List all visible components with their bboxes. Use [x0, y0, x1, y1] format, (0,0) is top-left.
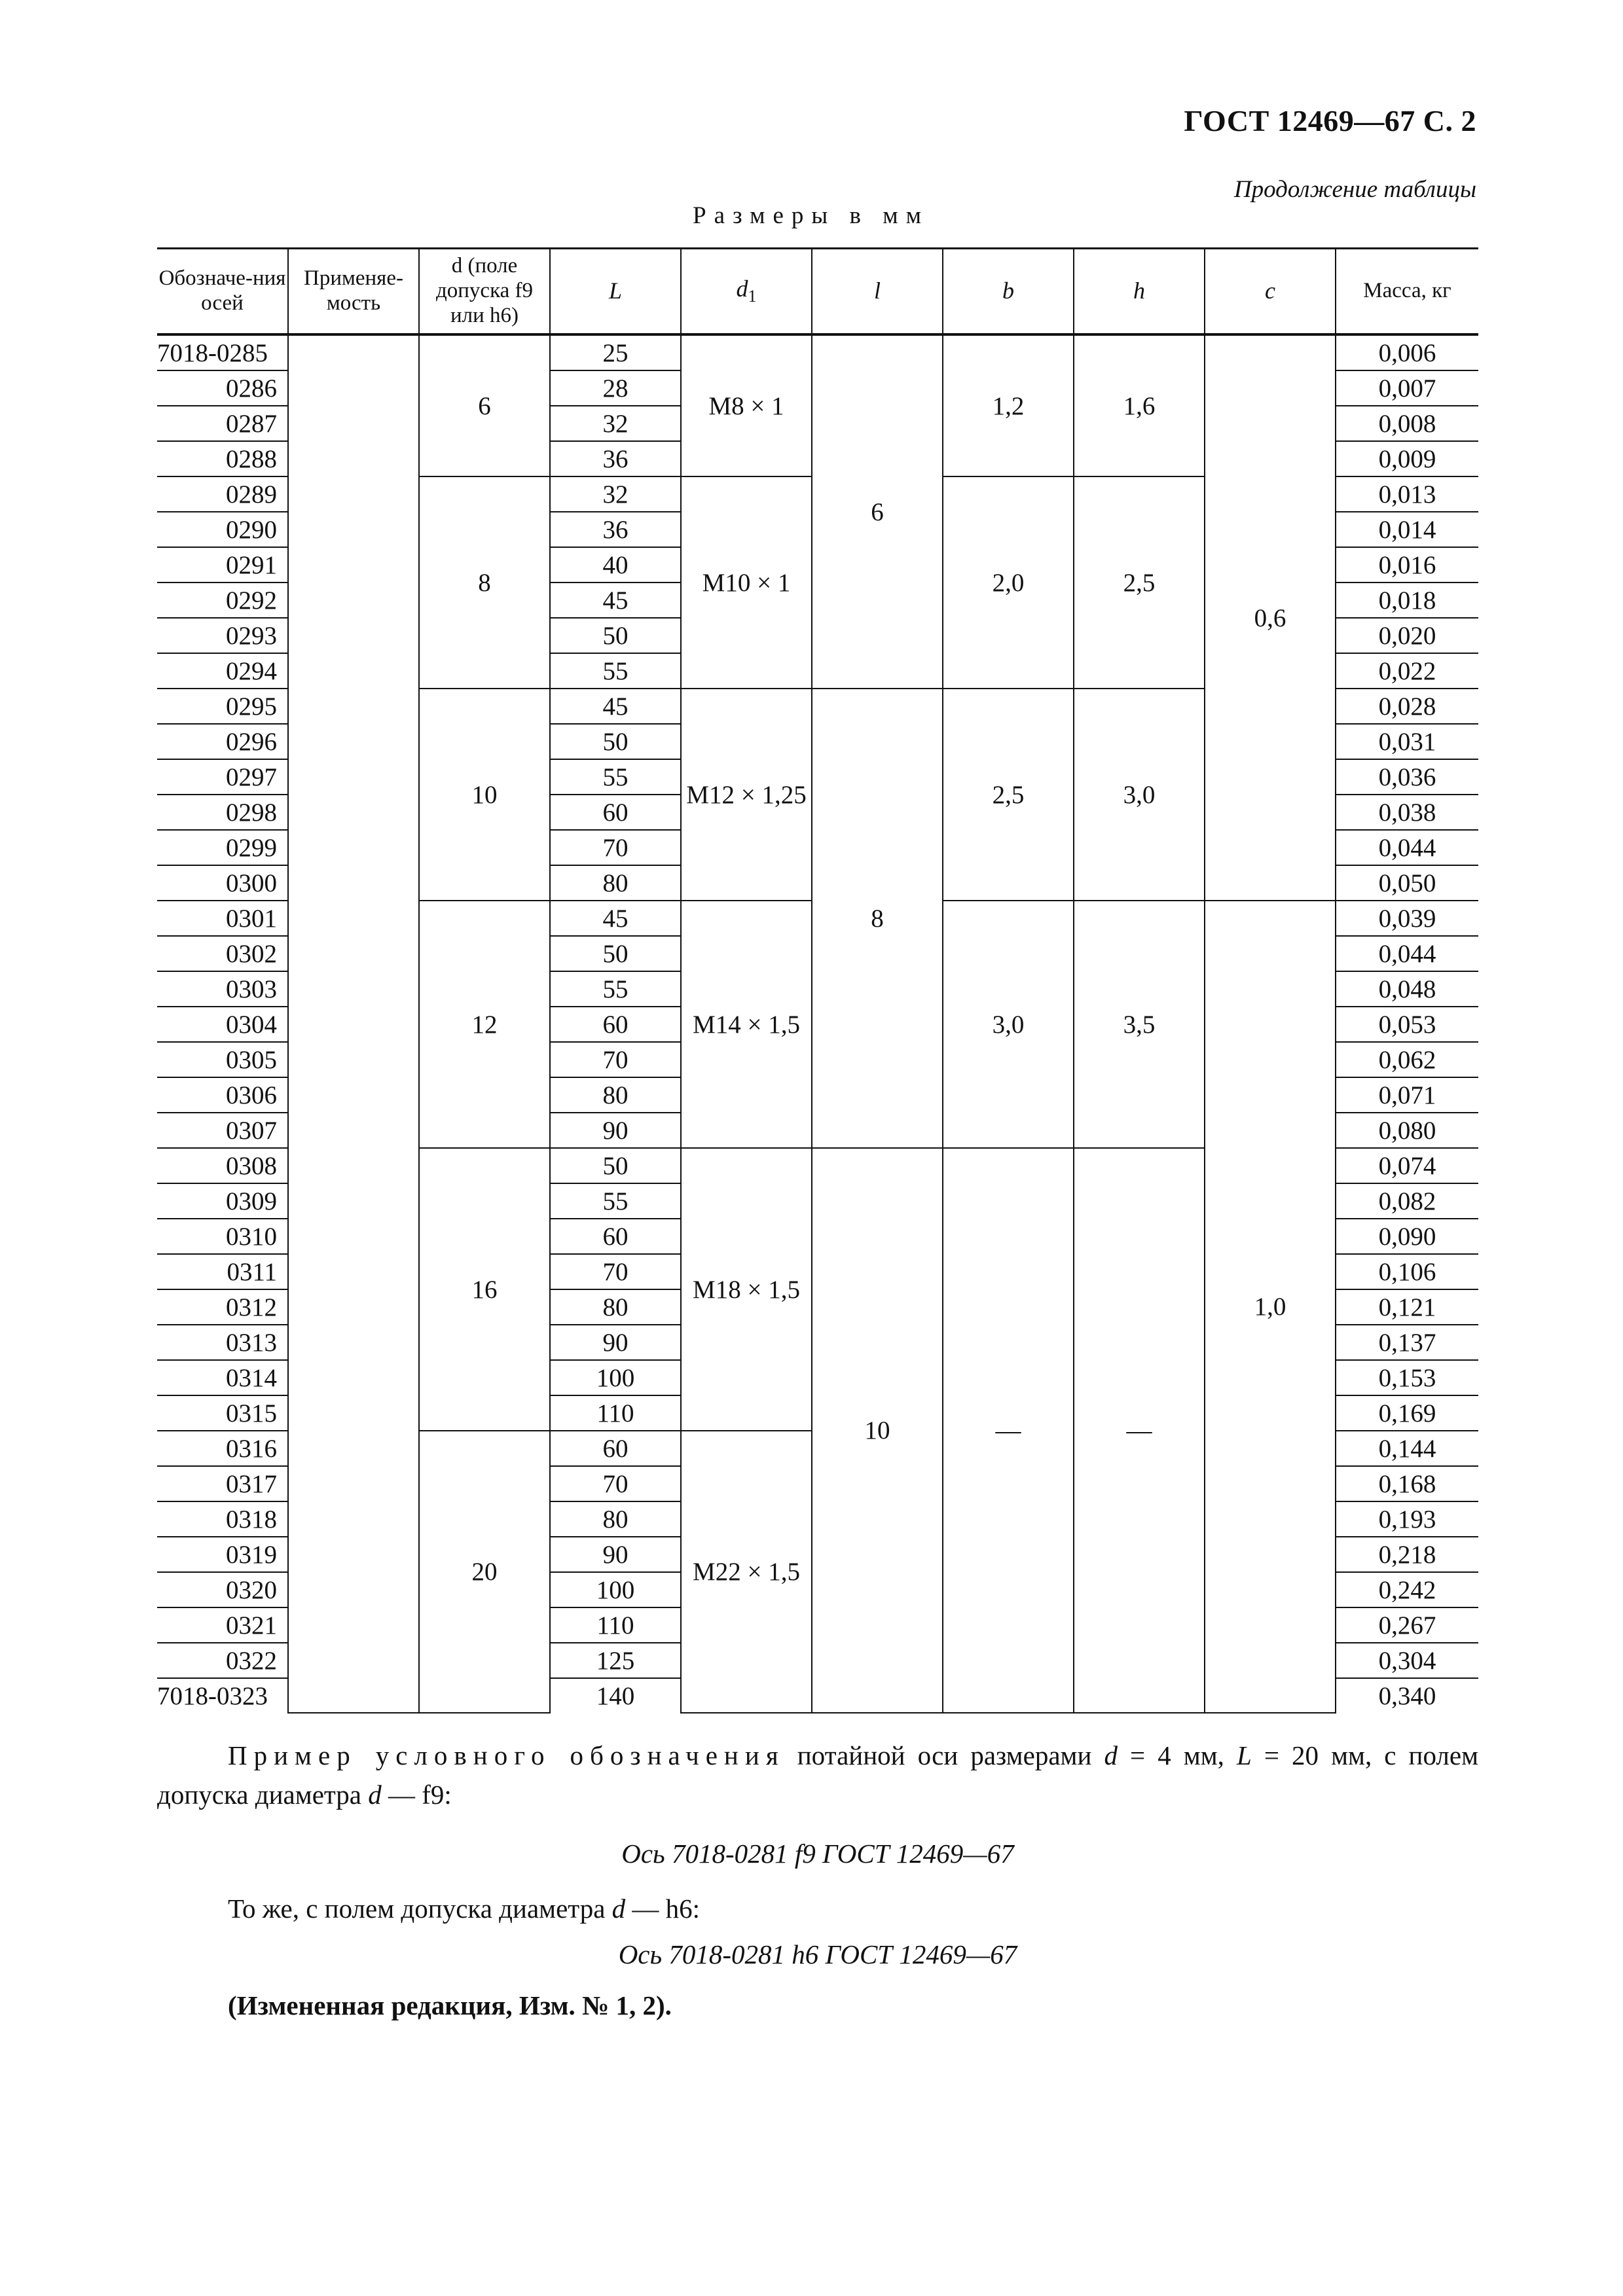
cell-mass: 0,144: [1336, 1431, 1478, 1466]
header-h: h: [1074, 249, 1205, 335]
cell-mass: 0,031: [1336, 724, 1478, 759]
cell-code: 0301: [157, 901, 288, 936]
header-c: c: [1205, 249, 1336, 335]
cell-mass: 0,193: [1336, 1501, 1478, 1537]
cell-code: 0307: [157, 1113, 288, 1148]
cell-L: 45: [550, 901, 681, 936]
cell-mass: 0,018: [1336, 583, 1478, 618]
cell-L: 32: [550, 406, 681, 441]
example-var-d2: d: [368, 1780, 382, 1810]
header-L: L: [550, 249, 681, 335]
header-usage: Применяе-мость: [288, 249, 419, 335]
cell-code: 0296: [157, 724, 288, 759]
cell-L: 70: [550, 830, 681, 865]
header-d1-base: d: [736, 276, 748, 302]
cell-d: 10: [419, 689, 550, 901]
cell-code: 0311: [157, 1254, 288, 1289]
revision-note: (Измененная редакция, Изм. № 1, 2).: [228, 1990, 672, 2020]
cell-code: 0321: [157, 1607, 288, 1643]
cell-mass: 0,169: [1336, 1395, 1478, 1431]
cell-mass: 0,053: [1336, 1007, 1478, 1042]
cell-L: 80: [550, 1501, 681, 1537]
same-paragraph: [228, 1893, 700, 1924]
cell-d1: M8 × 1: [681, 334, 812, 476]
cell-d1: M10 × 1: [681, 476, 812, 689]
cell-code: 0308: [157, 1148, 288, 1183]
cell-mass: 0,014: [1336, 512, 1478, 547]
cell-mass: 0,008: [1336, 406, 1478, 441]
cell-d1: M18 × 1,5: [681, 1148, 812, 1431]
table-row: [157, 334, 1478, 370]
cell-L: 50: [550, 724, 681, 759]
cell-L: 100: [550, 1572, 681, 1607]
dimensions-table: [157, 247, 1478, 1713]
cell-code: 0320: [157, 1572, 288, 1607]
cell-code: 0322: [157, 1643, 288, 1678]
cell-L: 110: [550, 1395, 681, 1431]
cell-L: 140: [550, 1678, 681, 1713]
cell-code: 0312: [157, 1289, 288, 1325]
cell-code: 0298: [157, 795, 288, 830]
cell-mass: 0,304: [1336, 1643, 1478, 1678]
cell-b: 2,5: [943, 689, 1074, 901]
cell-L: 36: [550, 512, 681, 547]
cell-mass: 0,137: [1336, 1325, 1478, 1360]
cell-code: 0299: [157, 830, 288, 865]
cell-code: 0286: [157, 370, 288, 406]
cell-mass: 0,080: [1336, 1113, 1478, 1148]
cell-mass: 0,048: [1336, 971, 1478, 1007]
cell-l: 10: [812, 1148, 943, 1713]
header-mass: Масса, кг: [1336, 249, 1478, 335]
cell-L: 25: [550, 334, 681, 370]
cell-l: 6: [812, 334, 943, 689]
cell-mass: 0,009: [1336, 441, 1478, 476]
cell-L: 40: [550, 547, 681, 583]
cell-L: 90: [550, 1537, 681, 1572]
cell-c: 1,0: [1205, 901, 1336, 1713]
cell-L: 55: [550, 759, 681, 795]
cell-L: 60: [550, 795, 681, 830]
cell-usage: [288, 334, 419, 1713]
cell-code: 0293: [157, 618, 288, 653]
cell-L: 125: [550, 1643, 681, 1678]
header-l: l: [812, 249, 943, 335]
cell-d: 6: [419, 334, 550, 476]
cell-mass: 0,242: [1336, 1572, 1478, 1607]
cell-L: 36: [550, 441, 681, 476]
cell-L: 90: [550, 1325, 681, 1360]
cell-mass: 0,071: [1336, 1077, 1478, 1113]
cell-L: 50: [550, 936, 681, 971]
cell-mass: 0,038: [1336, 795, 1478, 830]
cell-code: 0294: [157, 653, 288, 689]
cell-L: 70: [550, 1466, 681, 1501]
cell-d1: M14 × 1,5: [681, 901, 812, 1148]
cell-code: 0292: [157, 583, 288, 618]
cell-code: 0290: [157, 512, 288, 547]
cell-mass: 0,044: [1336, 936, 1478, 971]
cell-mass: 0,050: [1336, 865, 1478, 901]
example-text-2: = 4 мм,: [1117, 1740, 1237, 1770]
header-code: Обозначе-ния осей: [157, 249, 288, 335]
cell-mass: 0,218: [1336, 1537, 1478, 1572]
cell-h: 2,5: [1074, 476, 1205, 689]
cell-mass: 0,007: [1336, 370, 1478, 406]
cell-mass: 0,082: [1336, 1183, 1478, 1219]
cell-mass: 0,340: [1336, 1678, 1478, 1713]
same-prefix: То же, с полем допуска диаметра: [228, 1893, 612, 1924]
cell-h: 3,5: [1074, 901, 1205, 1148]
cell-L: 55: [550, 653, 681, 689]
cell-mass: 0,062: [1336, 1042, 1478, 1077]
cell-mass: 0,006: [1336, 334, 1478, 370]
designation-f9: Ось 7018-0281 f9 ГОСТ 12469—67: [621, 1839, 1014, 1869]
cell-L: 90: [550, 1113, 681, 1148]
cell-d: 16: [419, 1148, 550, 1431]
cell-mass: 0,121: [1336, 1289, 1478, 1325]
example-text-4: — f9:: [381, 1780, 452, 1810]
cell-mass: 0,267: [1336, 1607, 1478, 1643]
cell-L: 50: [550, 618, 681, 653]
cell-L: 50: [550, 1148, 681, 1183]
cell-code: 0305: [157, 1042, 288, 1077]
cell-L: 32: [550, 476, 681, 512]
cell-L: 45: [550, 583, 681, 618]
cell-mass: 0,074: [1336, 1148, 1478, 1183]
example-text-1: потайной оси размерами: [784, 1740, 1104, 1770]
cell-mass: 0,039: [1336, 901, 1478, 936]
header-d1: [681, 249, 812, 335]
cell-d: 8: [419, 476, 550, 689]
cell-mass: 0,036: [1336, 759, 1478, 795]
cell-b: 3,0: [943, 901, 1074, 1148]
example-paragraph: [157, 1736, 1478, 1814]
same-var-d: d: [611, 1893, 626, 1924]
same-suffix: — h6:: [625, 1893, 701, 1924]
cell-mass: 0,090: [1336, 1219, 1478, 1254]
cell-code: 0316: [157, 1431, 288, 1466]
cell-code: 7018-0323: [157, 1678, 288, 1713]
cell-l: 8: [812, 689, 943, 1148]
page-header: ГОСТ 12469—67 С. 2: [1184, 104, 1476, 137]
cell-code: 0304: [157, 1007, 288, 1042]
cell-code: 0297: [157, 759, 288, 795]
cell-b: 2,0: [943, 476, 1074, 689]
cell-code: 0314: [157, 1360, 288, 1395]
cell-mass: 0,013: [1336, 476, 1478, 512]
cell-d: 12: [419, 901, 550, 1148]
cell-h: 1,6: [1074, 334, 1205, 476]
cell-code: 0303: [157, 971, 288, 1007]
cell-code: 0300: [157, 865, 288, 901]
cell-code: 0302: [157, 936, 288, 971]
cell-code: 0295: [157, 689, 288, 724]
cell-code: 0317: [157, 1466, 288, 1501]
cell-code: 0291: [157, 547, 288, 583]
cell-L: 80: [550, 1077, 681, 1113]
cell-L: 55: [550, 971, 681, 1007]
cell-mass: 0,168: [1336, 1466, 1478, 1501]
cell-L: 60: [550, 1431, 681, 1466]
units-caption: Размеры в мм: [693, 202, 930, 229]
cell-mass: 0,153: [1336, 1360, 1478, 1395]
cell-code: 0315: [157, 1395, 288, 1431]
cell-b: 1,2: [943, 334, 1074, 476]
cell-L: 70: [550, 1254, 681, 1289]
cell-c: 0,6: [1205, 334, 1336, 901]
cell-code: 0310: [157, 1219, 288, 1254]
table-body: [157, 334, 1478, 1713]
cell-h: —: [1074, 1148, 1205, 1713]
cell-h: 3,0: [1074, 689, 1205, 901]
cell-L: 28: [550, 370, 681, 406]
cell-mass: 0,028: [1336, 689, 1478, 724]
cell-code: 0318: [157, 1501, 288, 1537]
cell-d1: M12 × 1,25: [681, 689, 812, 901]
cell-L: 55: [550, 1183, 681, 1219]
cell-b: —: [943, 1148, 1074, 1713]
cell-L: 80: [550, 865, 681, 901]
cell-d: 20: [419, 1431, 550, 1713]
cell-mass: 0,022: [1336, 653, 1478, 689]
table-continuation-label: Продолжение таблицы: [1233, 176, 1476, 203]
header-d: d (поле допуска f9 или h6): [419, 249, 550, 335]
cell-code: 0319: [157, 1537, 288, 1572]
header-b: b: [943, 249, 1074, 335]
cell-code: 0288: [157, 441, 288, 476]
cell-code: 0309: [157, 1183, 288, 1219]
cell-L: 80: [550, 1289, 681, 1325]
header-d1-sub: 1: [748, 287, 757, 306]
designation-h6: Ось 7018-0281 h6 ГОСТ 12469—67: [618, 1939, 1017, 1969]
cell-L: 100: [550, 1360, 681, 1395]
cell-code: 0313: [157, 1325, 288, 1360]
cell-mass: 0,044: [1336, 830, 1478, 865]
cell-L: 45: [550, 689, 681, 724]
cell-mass: 0,106: [1336, 1254, 1478, 1289]
cell-code: 7018-0285: [157, 334, 288, 370]
cell-code: 0287: [157, 406, 288, 441]
example-var-d: d: [1104, 1740, 1118, 1770]
cell-L: 60: [550, 1007, 681, 1042]
example-text-3: = 20 мм, с полем допуска диаметра: [157, 1740, 1479, 1810]
cell-mass: 0,020: [1336, 618, 1478, 653]
cell-L: 70: [550, 1042, 681, 1077]
cell-code: 0306: [157, 1077, 288, 1113]
cell-d1: M22 × 1,5: [681, 1431, 812, 1713]
cell-code: 0289: [157, 476, 288, 512]
cell-L: 110: [550, 1607, 681, 1643]
example-var-L: L: [1236, 1740, 1252, 1770]
cell-L: 60: [550, 1219, 681, 1254]
example-lead: Пример условного обозначения: [228, 1740, 785, 1770]
cell-mass: 0,016: [1336, 547, 1478, 583]
